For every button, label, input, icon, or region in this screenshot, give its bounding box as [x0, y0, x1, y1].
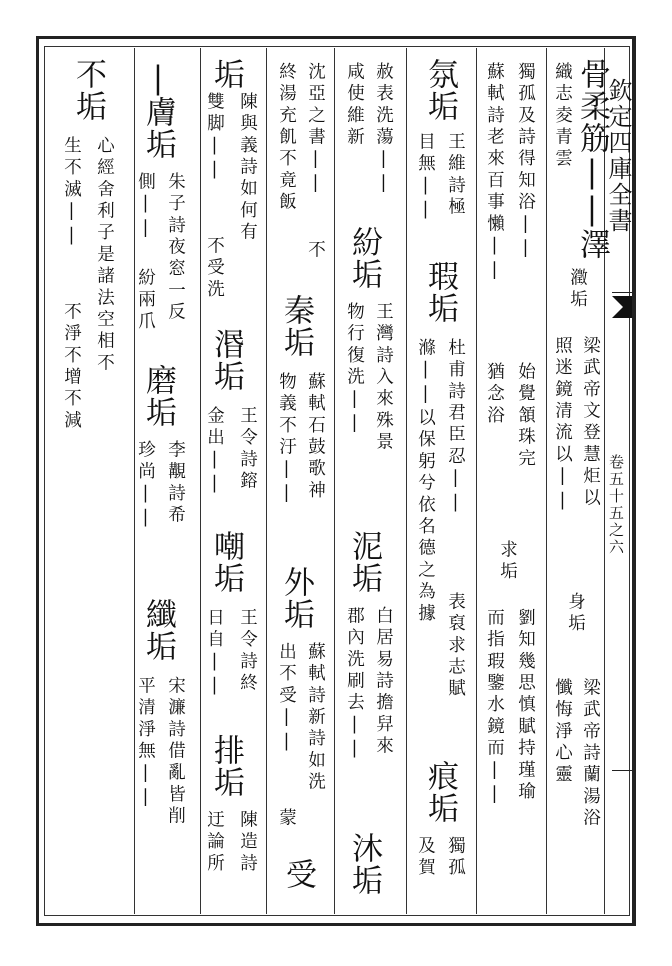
text-segment: 紛垢 — [346, 226, 382, 290]
text-segment: 不 — [305, 240, 326, 262]
text-segment: 王灣詩入來殊景 — [373, 302, 394, 454]
text-segment: 蘇軾詩新詩如洗 — [305, 642, 326, 794]
text-segment: 磨垢 — [140, 364, 176, 428]
text-segment: 李覯詩希 — [165, 440, 186, 527]
text-segment: 懺悔淨心靈 — [552, 678, 573, 787]
text-segment: 杜甫詩君臣忍|| — [445, 338, 466, 517]
text-segment: 而指瑕鑒水鏡而|| — [484, 608, 505, 809]
text-segment: 出不受|| — [276, 642, 297, 756]
text-segment: 日自|| — [204, 608, 225, 700]
text-segment: 雙脚|| — [204, 92, 225, 184]
text-segment: 咸使維新 — [344, 62, 365, 149]
text-segment: 蘇軾詩老來百事懶|| — [484, 62, 505, 284]
text-segment: 生不滅|| — [61, 136, 82, 250]
text-segment: 膚垢 — [140, 96, 176, 160]
text-segment: 獨孤 — [445, 836, 466, 880]
text-segment: 目無|| — [415, 132, 436, 224]
text-segment: 王令詩鎔 — [237, 406, 258, 493]
text-segment: 骨柔筋||澤 — [574, 58, 610, 260]
margin-rule-top — [612, 292, 632, 293]
text-segment: 心經舍利子是諸法空相不 — [94, 136, 115, 375]
text-segment: 王令詩終 — [237, 608, 258, 695]
text-segment: 紛兩爪 — [135, 268, 156, 334]
text-segment: 垢 — [208, 58, 244, 90]
text-segment: 織志夌青雲 — [552, 62, 573, 171]
text-segment: 梁武帝詩蘭湯浴 — [580, 678, 601, 830]
text-segment: 劉知幾思慎賦持瑾瑜 — [515, 608, 536, 804]
text-segment: 及賀 — [415, 836, 436, 880]
text-segment: 宋濂詩借亂皆削 — [165, 676, 186, 828]
text-segment: 蒙 — [276, 808, 297, 830]
text-segment: 受 — [280, 858, 316, 890]
text-segment: 不淨不增不減 — [61, 302, 82, 433]
text-segment: 痕垢 — [422, 760, 458, 824]
text-segment: 金出|| — [204, 406, 225, 498]
text-segment: 王維詩極 — [445, 132, 466, 219]
text-segment: 不垢 — [70, 58, 106, 122]
text-segment: 白居易詩擔舁來 — [373, 606, 394, 758]
text-segment: 側|| — [135, 172, 156, 243]
text-segment: 平清淨無|| — [135, 676, 156, 812]
text-segment: 陳與義詩如何有 — [237, 92, 258, 244]
text-segment: 不受洗 — [204, 236, 225, 302]
book-title: 欽定四庫全書 — [604, 78, 632, 234]
text-segment: 身垢 — [565, 592, 586, 636]
text-segment: | — [140, 60, 176, 97]
text-segment: 迂論所 — [204, 810, 225, 876]
text-segment: 郡內洗刷去|| — [344, 606, 365, 763]
text-segment: 表裒求志賦 — [445, 592, 466, 701]
text-segment: 秦垢 — [278, 294, 314, 358]
page-border-inner — [44, 46, 630, 916]
text-segment: 梁武帝文登慧炬以 — [580, 336, 601, 510]
text-segment: 求垢 — [497, 540, 518, 584]
margin-rule-bottom — [612, 770, 632, 771]
text-segment: 珍尚|| — [135, 440, 156, 532]
text-segment: 沐垢 — [346, 832, 382, 896]
juan-label: 卷五十五之六 — [607, 454, 625, 556]
text-segment: 湣垢 — [208, 328, 244, 392]
text-segment: 獨孤及詩得知浴|| — [515, 62, 536, 263]
text-segment: 物行復洗|| — [344, 302, 365, 438]
text-segment: 赦表洗蕩|| — [373, 62, 394, 198]
text-segment: 終湯充飢不竟飯 — [276, 62, 297, 214]
text-segment: 纖垢 — [140, 598, 176, 662]
text-segment: 瑕垢 — [422, 260, 458, 324]
text-segment: 朱子詩夜窓一反 — [165, 172, 186, 324]
text-segment: 外垢 — [278, 566, 314, 630]
text-segment: 泥垢 — [346, 530, 382, 594]
text-segment: 排垢 — [208, 734, 244, 798]
text-segment: 滌||以保躬兮依名德之為據 — [415, 338, 436, 626]
text-segment: 嘲垢 — [208, 530, 244, 594]
text-segment: 陳造詩 — [237, 810, 258, 876]
text-segment: 猶念浴 — [484, 362, 505, 428]
text-segment: 氛垢 — [422, 58, 458, 122]
text-segment: 物義不汙|| — [276, 372, 297, 508]
text-segment: 照迷鏡清流以|| — [552, 336, 573, 515]
text-segment: 瀓垢 — [567, 268, 588, 312]
text-segment: 蘇軾石鼓歌神 — [305, 372, 326, 503]
text-segment: 沈亞之書|| — [305, 62, 326, 198]
text-segment: 始覺頷珠完 — [515, 362, 536, 471]
